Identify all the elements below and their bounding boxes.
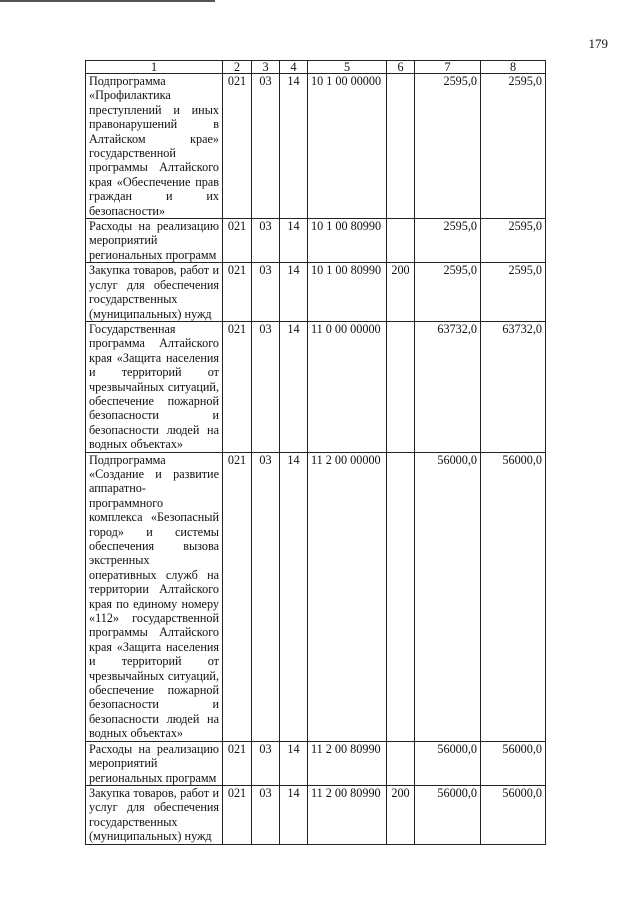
row-amount-1: 2595,0 xyxy=(415,219,481,263)
row-subsection: 14 xyxy=(280,785,308,844)
row-subsection: 14 xyxy=(280,741,308,785)
table-row xyxy=(86,785,546,844)
row-ministry-code: 021 xyxy=(223,452,252,741)
row-name: Закупка товаров, работ и услуг для обеспечения государственных (муниципальных) нужд xyxy=(86,785,223,844)
col-header-2: 2 xyxy=(223,61,252,74)
col-header-7: 7 xyxy=(415,61,481,74)
table-row xyxy=(86,321,546,452)
row-ministry-code: 021 xyxy=(223,263,252,322)
row-name: Подпрограмма «Профилактика преступлений и иных правонарушений в Алтайском крае» государственной программы Алтайского края «Обеспечение прав граждан и их безопасности» xyxy=(86,74,223,219)
row-subsection: 14 xyxy=(280,321,308,452)
row-subsection: 14 xyxy=(280,74,308,219)
row-ministry-code: 021 xyxy=(223,74,252,219)
row-expense-type xyxy=(387,321,415,452)
table-row xyxy=(86,263,546,322)
row-subsection: 14 xyxy=(280,452,308,741)
row-name: Расходы на реализацию мероприятий региональных программ xyxy=(86,741,223,785)
row-section: 03 xyxy=(252,785,280,844)
row-expense-type: 200 xyxy=(387,785,415,844)
row-amount-2: 56000,0 xyxy=(481,741,546,785)
row-amount-2: 2595,0 xyxy=(481,74,546,219)
row-target-article: 11 2 00 80990 xyxy=(308,741,387,785)
header-row xyxy=(86,61,546,74)
row-amount-2: 2595,0 xyxy=(481,263,546,322)
row-amount-1: 2595,0 xyxy=(415,74,481,219)
row-target-article: 10 1 00 80990 xyxy=(308,219,387,263)
row-name: Закупка товаров, работ и услуг для обеспечения государственных (муниципальных) нужд xyxy=(86,263,223,322)
row-expense-type: 200 xyxy=(387,263,415,322)
row-amount-2: 56000,0 xyxy=(481,785,546,844)
row-ministry-code: 021 xyxy=(223,741,252,785)
row-amount-1: 56000,0 xyxy=(415,741,481,785)
header-rule xyxy=(0,0,215,2)
table-row xyxy=(86,74,546,219)
row-target-article: 10 1 00 00000 xyxy=(308,74,387,219)
page-number: 179 xyxy=(588,36,608,51)
row-amount-1: 56000,0 xyxy=(415,452,481,741)
col-header-8: 8 xyxy=(481,61,546,74)
row-subsection: 14 xyxy=(280,219,308,263)
row-section: 03 xyxy=(252,263,280,322)
row-target-article: 10 1 00 80990 xyxy=(308,263,387,322)
table-row xyxy=(86,741,546,785)
table-row xyxy=(86,452,546,741)
row-ministry-code: 021 xyxy=(223,219,252,263)
row-name: Государственная программа Алтайского края «Защита населения и территорий от чрезвычайных ситуаций, обеспечение пожарной безопасности и безопасности людей на водных объектах» xyxy=(86,321,223,452)
row-target-article: 11 2 00 00000 xyxy=(308,452,387,741)
row-amount-1: 63732,0 xyxy=(415,321,481,452)
row-amount-2: 2595,0 xyxy=(481,219,546,263)
col-header-5: 5 xyxy=(308,61,387,74)
table-row xyxy=(86,219,546,263)
row-expense-type xyxy=(387,741,415,785)
row-ministry-code: 021 xyxy=(223,785,252,844)
row-subsection: 14 xyxy=(280,263,308,322)
row-target-article: 11 0 00 00000 xyxy=(308,321,387,452)
row-section: 03 xyxy=(252,741,280,785)
row-section: 03 xyxy=(252,219,280,263)
row-expense-type xyxy=(387,219,415,263)
col-header-3: 3 xyxy=(252,61,280,74)
row-amount-1: 56000,0 xyxy=(415,785,481,844)
budget-table xyxy=(85,60,546,845)
row-name: Расходы на реализацию мероприятий региональных программ xyxy=(86,219,223,263)
row-ministry-code: 021 xyxy=(223,321,252,452)
row-section: 03 xyxy=(252,321,280,452)
row-expense-type xyxy=(387,452,415,741)
row-section: 03 xyxy=(252,74,280,219)
col-header-1: 1 xyxy=(86,61,223,74)
row-expense-type xyxy=(387,74,415,219)
row-amount-2: 56000,0 xyxy=(481,452,546,741)
col-header-4: 4 xyxy=(280,61,308,74)
row-amount-2: 63732,0 xyxy=(481,321,546,452)
col-header-6: 6 xyxy=(387,61,415,74)
row-name: Подпрограмма «Создание и развитие аппаратно-программного комплекса «Безопасный город» и системы обеспечения вызова экстренных оперативных служб на территории Алтайского края по единому номеру «112» государственной программы Алтайского края «Защита населения и территорий от чрезвычайных ситуаций, обеспечение пожарной безопасности и безопасности людей на водных объектах» xyxy=(86,452,223,741)
row-section: 03 xyxy=(252,452,280,741)
row-target-article: 11 2 00 80990 xyxy=(308,785,387,844)
row-amount-1: 2595,0 xyxy=(415,263,481,322)
